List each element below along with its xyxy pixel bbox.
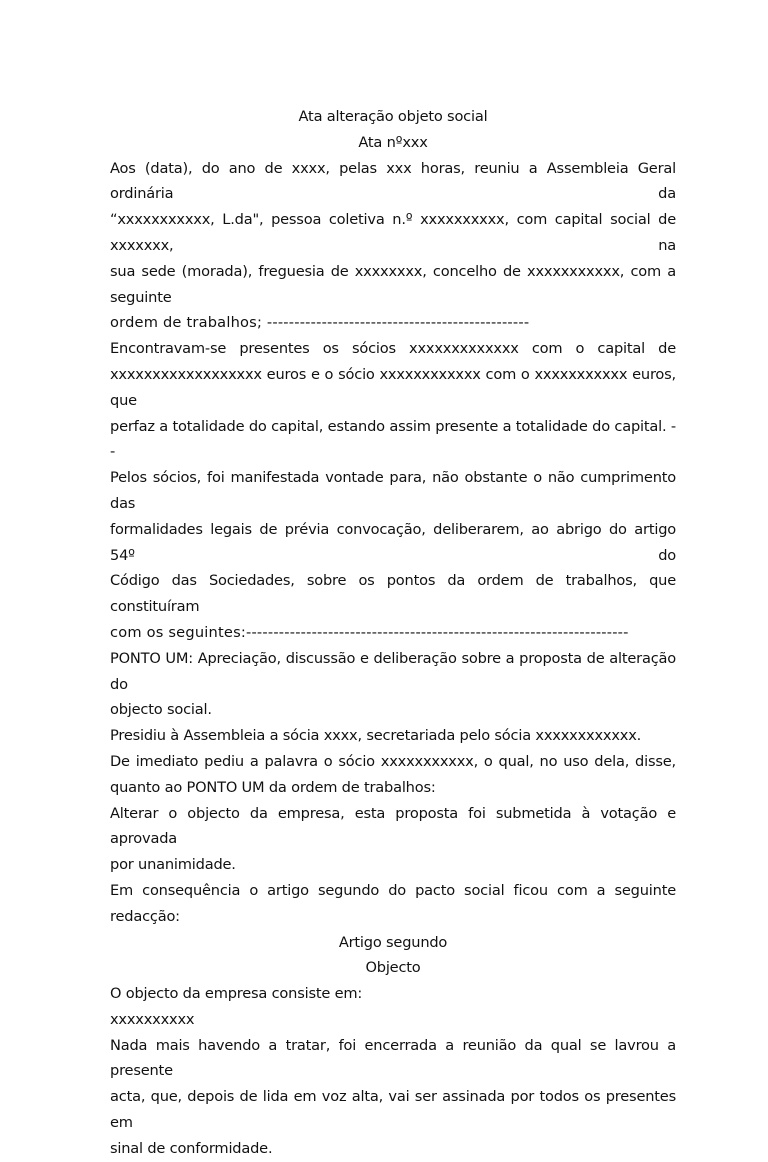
paragraph-line: acta, que, depois de lida em voz alta, vai ser assinada por todos os presentes em (110, 1088, 676, 1132)
paragraph-line: com os seguintes:---------------------------------------------------------------------- (110, 623, 629, 641)
paragraph-line: Pelos sócios, foi manifestada vontade para, não obstante o não cumprimento das (110, 469, 676, 512)
paragraph-line: PONTO UM: Apreciação, discussão e deliberação sobre a proposta de alteração do (110, 649, 676, 693)
article-heading: Artigo segundo (338, 933, 448, 951)
document-title: Ata alteração objeto social (298, 108, 488, 125)
paragraph-line: Alterar o objecto da empresa, esta proposta foi submetida à votação e aprovada (110, 804, 676, 848)
paragraph-line: xxxxxxxxxxxxxxxxxx euros e o sócio xxxxxxxxxxxx com o xxxxxxxxxxx euros, que (110, 365, 676, 409)
paragraph-line: Código das Sociedades, sobre os pontos da ordem de trabalhos, que constituíram (110, 572, 676, 616)
paragraph-line: Presidiu à Assembleia a sócia xxxx, secretariada pelo sócia xxxxxxxxxxxx. (110, 727, 642, 745)
article-subheading: Objecto (365, 959, 421, 977)
paragraph-line: objecto social. (110, 701, 212, 719)
paragraph-line: sua sede (morada), freguesia de xxxxxxxx, concelho de xxxxxxxxxxx, com a seguinte (110, 262, 676, 306)
document-number: Ata nºxxx (358, 133, 428, 151)
paragraph-line: ordem de trabalhos; ------------------------------------------------ (110, 314, 530, 332)
paragraph-line: Nada mais havendo a tratar, foi encerrada a reunião da qual se lavrou a presente (110, 1036, 676, 1080)
paragraph-line: Em consequência o artigo segundo do pacto social ficou com a seguinte redacção: (110, 881, 676, 925)
paragraph-line: Encontravam-se presentes os sócios xxxxxxxxxxxxx com o capital de (110, 340, 676, 358)
paragraph-line: perfaz a totalidade do capital, estando assim presente a totalidade do capital. -- (110, 417, 676, 461)
paragraph-line: quanto ao PONTO UM da ordem de trabalhos: (110, 778, 436, 796)
paragraph-line: xxxxxxxxxx (110, 1010, 195, 1028)
paragraph-line: formalidades legais de prévia convocação, deliberarem, ao abrigo do artigo 54º do (110, 520, 676, 564)
paragraph-line: O objecto da empresa consiste em: (110, 985, 363, 1003)
paragraph-line: Aos (data), do ano de xxxx, pelas xxx horas, reuniu a Assembleia Geral ordinária da (110, 159, 676, 203)
document-page (110, 104, 676, 1162)
paragraph-line: sinal de conformidade. (110, 1139, 273, 1157)
paragraph-line: “xxxxxxxxxxx, L.da", pessoa coletiva n.º xxxxxxxxxx, com capital social de xxxxxxx, na (110, 211, 676, 254)
paragraph-line: por unanimidade. (110, 856, 236, 874)
paragraph-line: De imediato pediu a palavra o sócio xxxxxxxxxxx, o qual, no uso dela, disse, (110, 752, 676, 770)
